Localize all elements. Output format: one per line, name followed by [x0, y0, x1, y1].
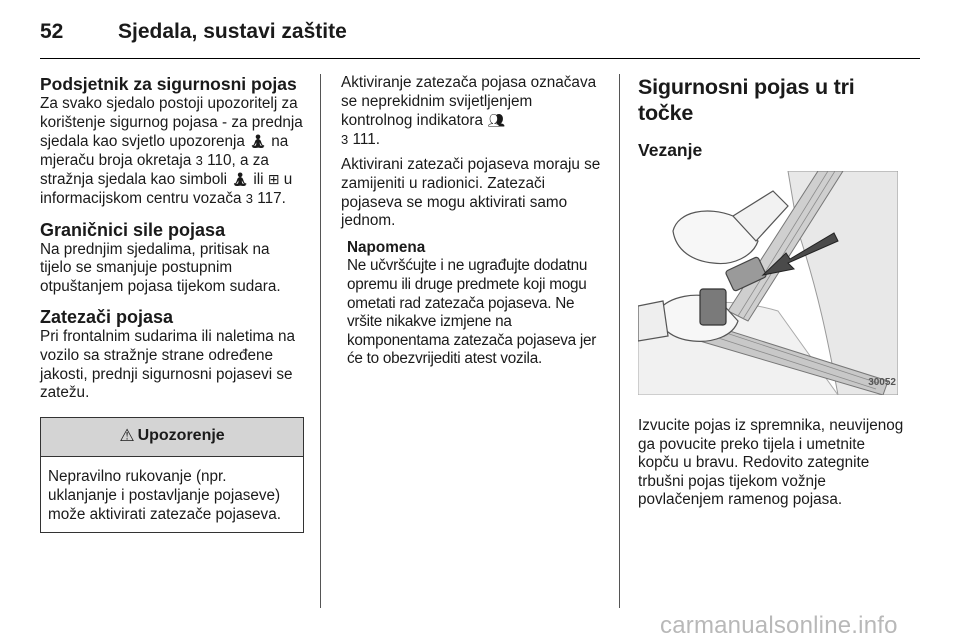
rear-seat-icon: ⊞ [267, 171, 280, 188]
three-point-belt-heading: Sigurnosni pojas u tri točke [638, 75, 855, 125]
section-title: Sjedala, sustavi zaštite [118, 20, 347, 43]
limiter-text: Na prednjim sjedalima, pritisak na tijelo se smanjuje postupnim otpuštanjem pojasa tijekom sudara. [40, 240, 281, 295]
warning-title: Upozorenje [137, 427, 225, 445]
reminder-text-4: ili [253, 171, 264, 189]
activation-text: Aktiviranje zatezača pojasa označava se neprekidnim svijetljenjem kontrolnog indikatora [341, 74, 597, 130]
watermark: carmanualsonline.info [660, 612, 898, 639]
note-text: Ne učvršćujte i ne ugrađujte dodatnu opremu ili druge predmete koji mogu ometati rad zatezača pojaseva. Ne vršite nikakve izmjene na komponentama zatezača pojaseva jer će to obezvrijediti atest vozila. [347, 257, 597, 368]
seatbelt-icon: 🧘︎ [231, 171, 250, 188]
reminder-text-3: 110, a za stražnja sjedala kao simboli [40, 151, 269, 189]
pretensioner-heading: Zatezači pojasa [40, 307, 174, 328]
reminder-text-5: u informacijskom centru vozača [40, 171, 293, 207]
column-divider-2 [619, 74, 620, 608]
reference-arrow-icon: 3 [245, 190, 253, 206]
reference-arrow-icon: 3 [341, 131, 349, 147]
warning-header [41, 418, 303, 457]
header-divider [40, 58, 920, 59]
column-divider-1 [320, 74, 321, 608]
warning-box [40, 417, 304, 533]
seatbelt-icon: 🧘︎ [249, 133, 267, 150]
fastening-instructions: Izvucite pojas iz spremnika, neuvijenog ga povucite preko tijela i umetnite kopču u bravu. Redovito zategnite trbušni pojas tijekom vožnje povlačenjem ramenog pojasa. [638, 417, 904, 509]
reminder-text-6: 117. [257, 189, 286, 207]
warning-triangle-icon: ⚠ [119, 426, 135, 446]
column-1 [40, 74, 304, 533]
column-3 [638, 74, 910, 510]
seatbelt-drawing [638, 171, 898, 395]
reminder-heading: Podsjetnik za sigurnosni pojas [40, 74, 297, 94]
note-heading: Napomena [347, 238, 426, 256]
note-block [347, 239, 605, 369]
illustration-number: 30052 [868, 377, 896, 389]
activation-ref: 111. [352, 130, 380, 148]
page-number: 52 [40, 20, 64, 43]
page-header [40, 14, 920, 58]
airbag-indicator-icon: 👥︎ [487, 112, 506, 129]
warning-text: Nepravilno rukovanje (npr. uklanjanje i postavljanje pojaseve) može aktivirati zatezače pojaseva. [48, 467, 281, 523]
reminder-text-1: Za svako sjedalo postoji upozoritelj za korištenje sigurnog pojasa - za prednja sjedala kao svjetlo upozorenja [40, 95, 303, 151]
reminder-paragraph [40, 95, 304, 209]
fastening-subheading: Vezanje [638, 140, 703, 160]
reminder-text-2: na mjeraču broja okretaja [40, 133, 289, 169]
column-2 [341, 74, 605, 369]
reference-arrow-icon: 3 [195, 152, 203, 168]
activation-paragraph [341, 74, 605, 149]
pretensioner-text: Pri frontalnim sudarima ili naletima na vozilo sa stražnje strane određene jakosti, prednji sigurnosni pojasevi se zatežu. [40, 328, 296, 402]
seatbelt-illustration [638, 171, 898, 395]
limiter-heading: Graničnici sile pojasa [40, 219, 226, 240]
replacement-paragraph: Aktivirani zatezači pojaseva moraju se zamijeniti u radionici. Zatezači pojaseva se mogu aktivirati samo jednom. [341, 156, 601, 230]
